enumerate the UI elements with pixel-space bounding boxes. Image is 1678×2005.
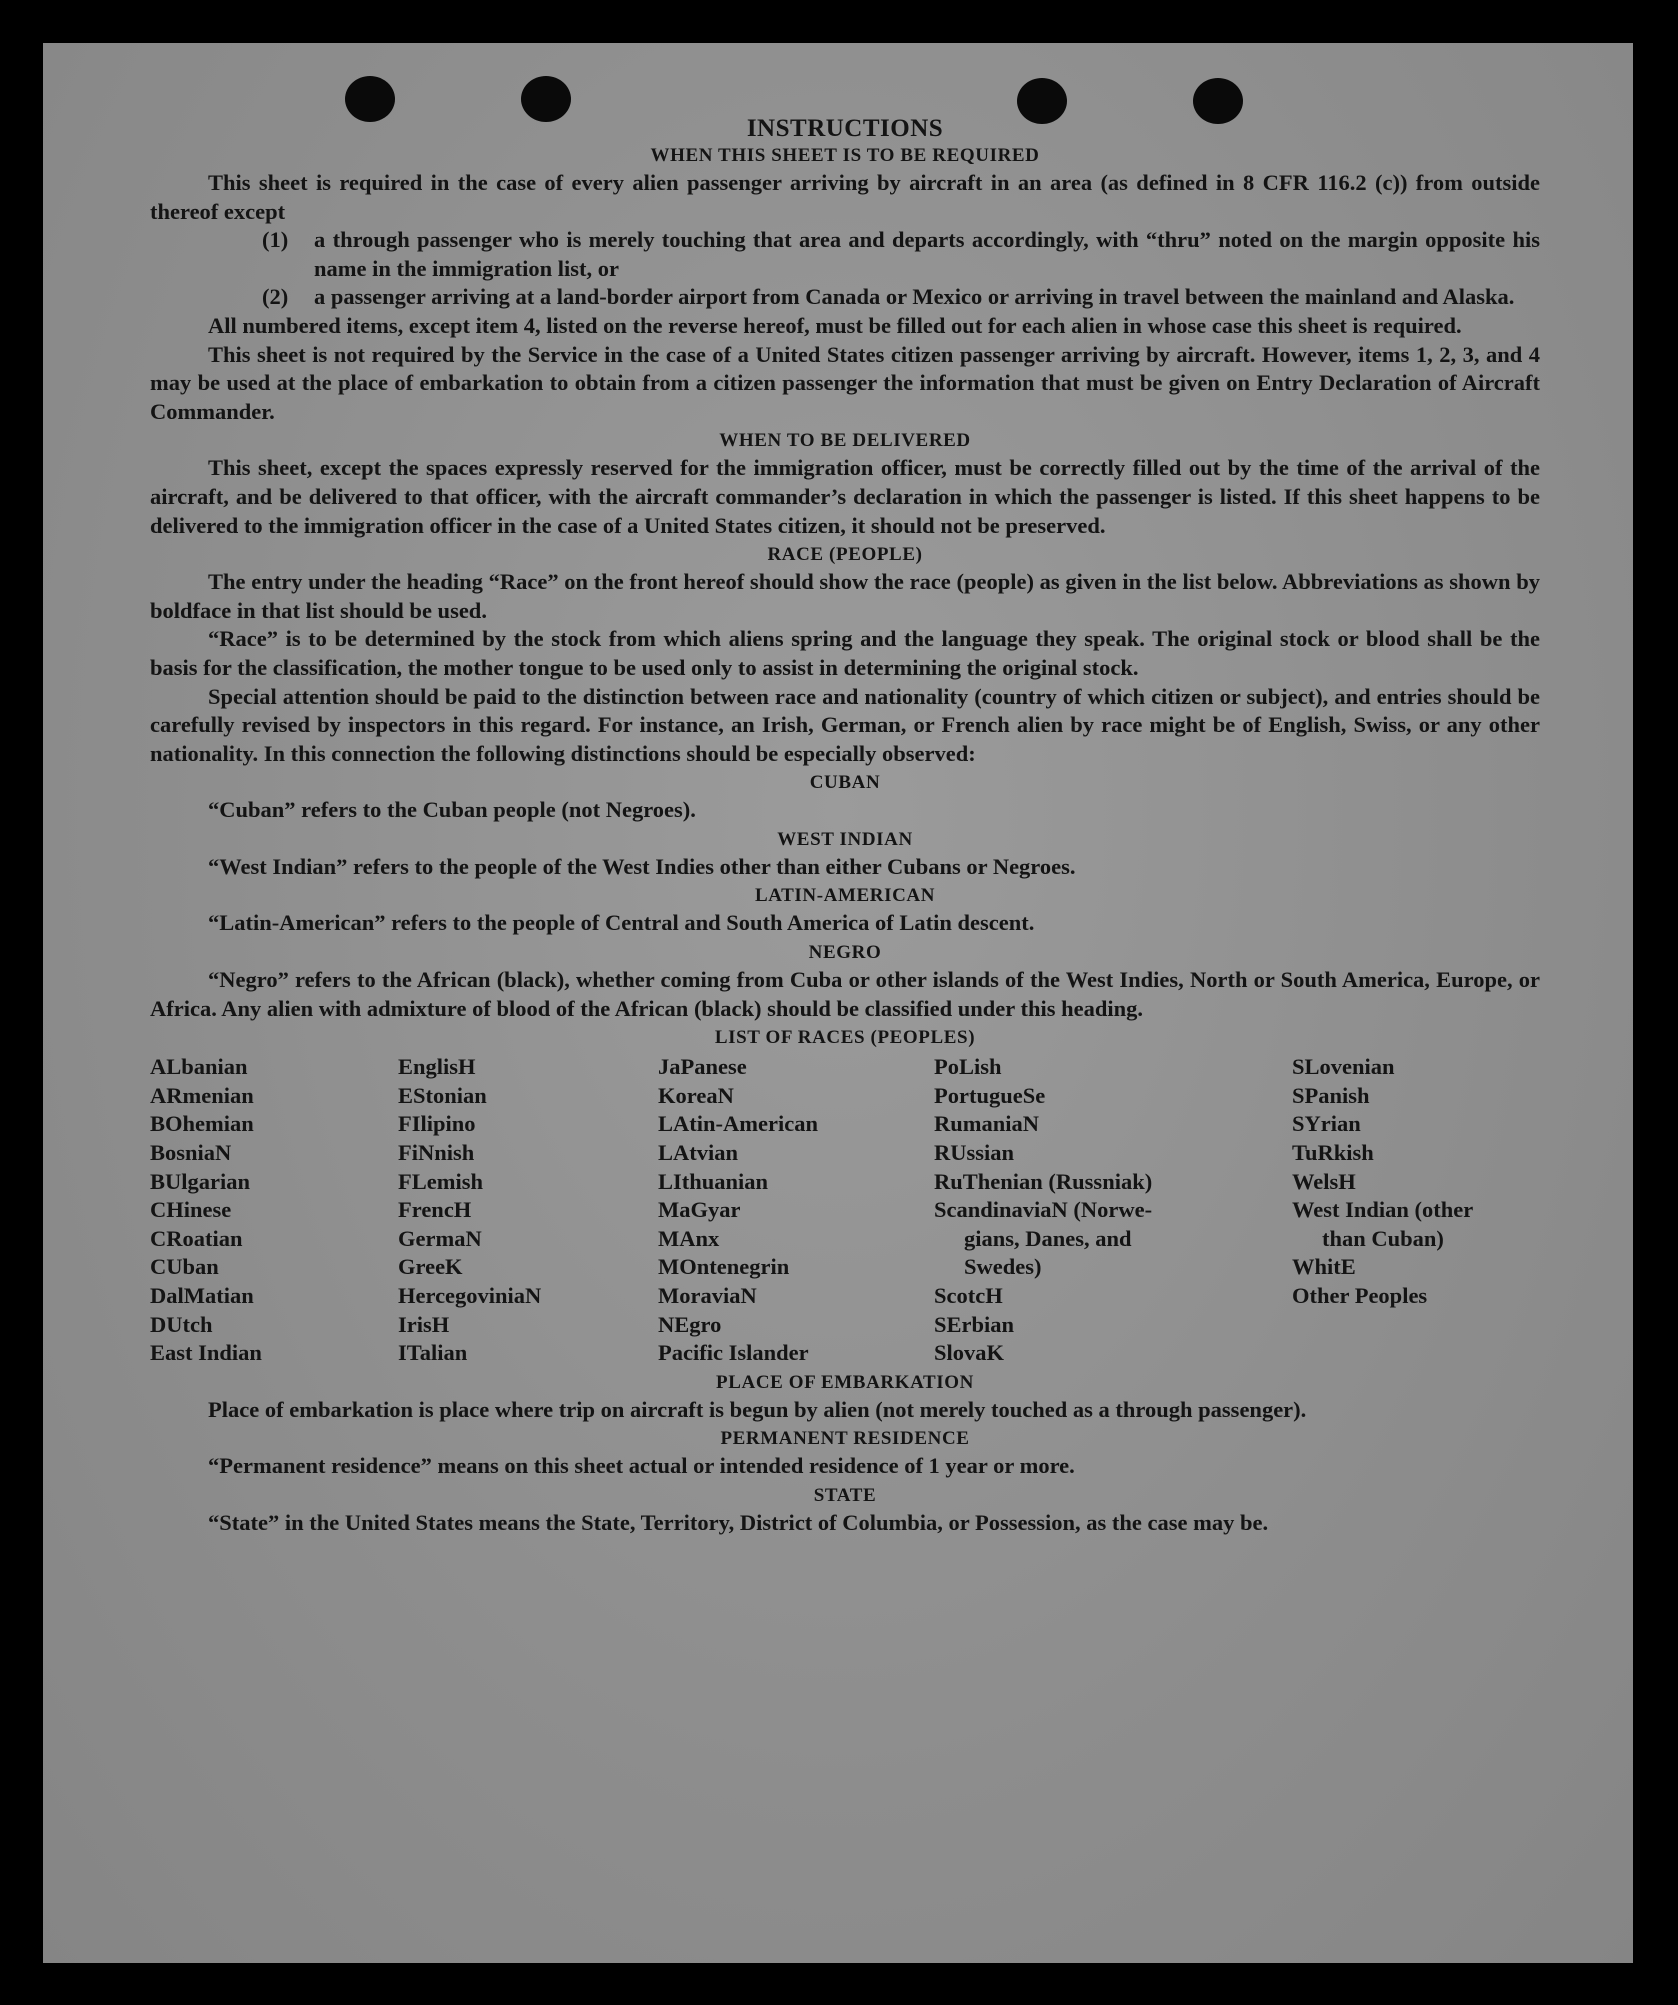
race-entry: MAnx (658, 1225, 720, 1251)
race-paragraph-2: “Race” is to be determined by the stock from which aliens spring and the language they speak. The original stock or blood shall be the basis for the classification, the mother tongue to be used only to assist in determining the original stock. (150, 626, 1540, 680)
when-delivered-text: This sheet, except the spaces expressly reserved for the immigration officer, must be correctly filled out by the time of the arrival of the aircraft, and be delivered to that officer, with the aircraft commander’s declaration in which the passenger is listed. If this sheet happens to be delivered to the immigration officer in the case of a United States citizen, it should not be preserved. (150, 455, 1540, 538)
race-entry: SLovenian (1292, 1054, 1395, 1080)
race-entry: PortugueSe (934, 1082, 1046, 1108)
race-entry: NEgro (658, 1311, 722, 1337)
race-entry: BosniaN (150, 1140, 232, 1166)
exception-text: a passenger arriving at a land-border airport from Canada or Mexico or arriving in travel between the mainland and Alaska. (314, 284, 1515, 310)
when-required-heading: WHEN THIS SHEET IS TO BE REQUIRED (650, 145, 1040, 166)
race-entry: RumaniaN (934, 1111, 1040, 1137)
race-entry: EnglisH (398, 1054, 476, 1080)
race-entry: FLemish (398, 1168, 484, 1194)
residence-text: “Permanent residence” means on this sheet actual or intended residence of 1 year or more. (208, 1453, 1075, 1479)
race-entry: MaGyar (658, 1197, 741, 1223)
exception-number: (2) (262, 284, 289, 310)
race-entry: RuThenian (Russniak) (934, 1168, 1153, 1194)
race-entry: FiNnish (398, 1140, 475, 1166)
race-entry: TuRkish (1292, 1140, 1374, 1166)
race-entry: FrencH (398, 1197, 472, 1223)
races-column-3 (658, 1053, 934, 1368)
race-entry: SErbian (934, 1311, 1015, 1337)
cuban-text: “Cuban” refers to the Cuban people (not Negroes). (208, 797, 696, 823)
race-entry: HercegoviniaN (398, 1283, 542, 1308)
race-entry: GreeK (398, 1254, 463, 1280)
race-entry: East Indian (150, 1340, 262, 1366)
negro-text: “Negro” refers to the African (black), whether coming from Cuba or other islands of the West Indies, North or South America, Europe, or Africa. Any alien with admixture of blood of the African (black) should be classified under this heading. (150, 967, 1540, 1021)
race-entry: LAtin-American (658, 1111, 818, 1137)
race-entry: DalMatian (150, 1283, 254, 1308)
race-entry: MOntenegrin (658, 1254, 790, 1280)
latin-american-heading: LATIN-AMERICAN (754, 885, 936, 907)
instructions-content (150, 115, 1540, 1538)
races-list (150, 1053, 1540, 1368)
embarkation-heading: PLACE OF EMBARKATION (716, 1371, 974, 1393)
race-entry: MoraviaN (658, 1283, 757, 1308)
race-entry: BUlgarian (150, 1168, 251, 1194)
race-entry: ALbanian (150, 1054, 248, 1080)
races-column-5 (1292, 1053, 1540, 1368)
race-entry: EStonian (398, 1082, 487, 1108)
exception-item (262, 226, 1540, 283)
cuban-heading: CUBAN (809, 772, 881, 794)
race-heading: RACE (PEOPLE) (767, 544, 923, 566)
race-entry: ITalian (398, 1340, 468, 1366)
race-entry-continuation: Swedes) (964, 1254, 1042, 1280)
race-entry: GermaN (398, 1225, 482, 1251)
race-entry: CRoatian (150, 1225, 243, 1251)
race-paragraph-1: The entry under the heading “Race” on the front hereof should show the race (people) as given in the list below. Abbreviations as shown by boldface in that list should be used. (150, 569, 1540, 623)
when-delivered-heading: WHEN TO BE DELIVERED (719, 430, 971, 452)
negro-heading: NEGRO (808, 942, 882, 964)
exception-text: a through passenger who is merely touching that area and departs accordingly, with “thru” noted on the margin opposite his name in the immigration list, or (314, 227, 1540, 281)
residence-heading: PERMANENT RESIDENCE (720, 1428, 970, 1450)
instructions-title: INSTRUCTIONS (746, 115, 944, 142)
race-entry: ScandinaviaN (Norwe- (934, 1197, 1153, 1223)
race-entry: CHinese (150, 1197, 232, 1223)
race-entry: ScotcH (934, 1283, 1003, 1308)
exception-number: (1) (262, 227, 289, 253)
race-entry: West Indian (other (1292, 1197, 1474, 1223)
race-entry: FIlipino (398, 1111, 476, 1137)
race-entry-continuation: than Cuban) (1322, 1225, 1444, 1251)
race-entry: CUban (150, 1254, 219, 1280)
races-column-2 (398, 1053, 658, 1368)
numbered-items-paragraph: All numbered items, except item 4, listed on the reverse hereof, must be filled out for each alien in whose case this sheet is required. (208, 312, 1462, 338)
race-entry: BOhemian (150, 1111, 254, 1137)
race-entry: SYrian (1292, 1111, 1361, 1137)
race-entry: ARmenian (150, 1082, 254, 1108)
race-entry-continuation: gians, Danes, and (964, 1225, 1132, 1251)
citizen-paragraph: This sheet is not required by the Service in the case of a United States citizen passenger arriving by aircraft. However, items 1, 2, 3, and 4 may be used at the place of embarkation to obtain from a citizen passenger the information that must be given on Entry Declaration of Aircraft Commander. (150, 341, 1540, 424)
document-sheet (43, 43, 1633, 1963)
race-entry: JaPanese (658, 1054, 747, 1080)
west-indian-text: “West Indian” refers to the people of the West Indies other than either Cubans or Negroes. (208, 853, 1076, 879)
race-entry: WelsH (1292, 1168, 1356, 1194)
race-entry: Other Peoples (1292, 1283, 1428, 1308)
race-entry: RUssian (934, 1140, 1015, 1166)
race-entry: IrisH (398, 1311, 450, 1337)
race-entry: SlovaK (934, 1340, 1005, 1366)
race-entry: SPanish (1292, 1082, 1370, 1108)
when-required-intro: This sheet is required in the case of every alien passenger arriving by aircraft in an area (as defined in 8 CFR 116.2 (c)) from outside thereof except (150, 170, 1540, 224)
race-entry: PoLish (934, 1054, 1002, 1080)
state-heading: STATE (813, 1484, 877, 1506)
state-text: “State” in the United States means the State, Territory, District of Columbia, or Possession, as the case may be. (208, 1509, 1269, 1535)
race-entry: LAtvian (658, 1140, 739, 1166)
latin-american-text: “Latin-American” refers to the people of Central and South America of Latin descent. (208, 910, 1035, 936)
race-paragraph-3: Special attention should be paid to the distinction between race and nationality (country of which citizen or subject), and entries should be carefully revised by inspectors in this regard. For instance, an Irish, German, or French alien by race might be of English, Swiss, or any other nationality. In this connection the following distinctions should be especially observed: (150, 683, 1540, 766)
race-entry: KoreaN (658, 1082, 734, 1108)
exception-item (262, 283, 1540, 312)
races-column-4 (934, 1053, 1292, 1368)
races-column-1 (150, 1053, 398, 1368)
race-entry: LIthuanian (658, 1168, 769, 1194)
list-of-races-heading: LIST OF RACES (PEOPLES) (714, 1027, 976, 1049)
race-entry: Pacific Islander (658, 1340, 809, 1366)
embarkation-text: Place of embarkation is place where trip on aircraft is begun by alien (not merely touched as a through passenger). (208, 1396, 1307, 1422)
west-indian-heading: WEST INDIAN (777, 828, 913, 850)
race-entry: DUtch (150, 1311, 213, 1337)
race-entry: WhitE (1292, 1254, 1356, 1280)
